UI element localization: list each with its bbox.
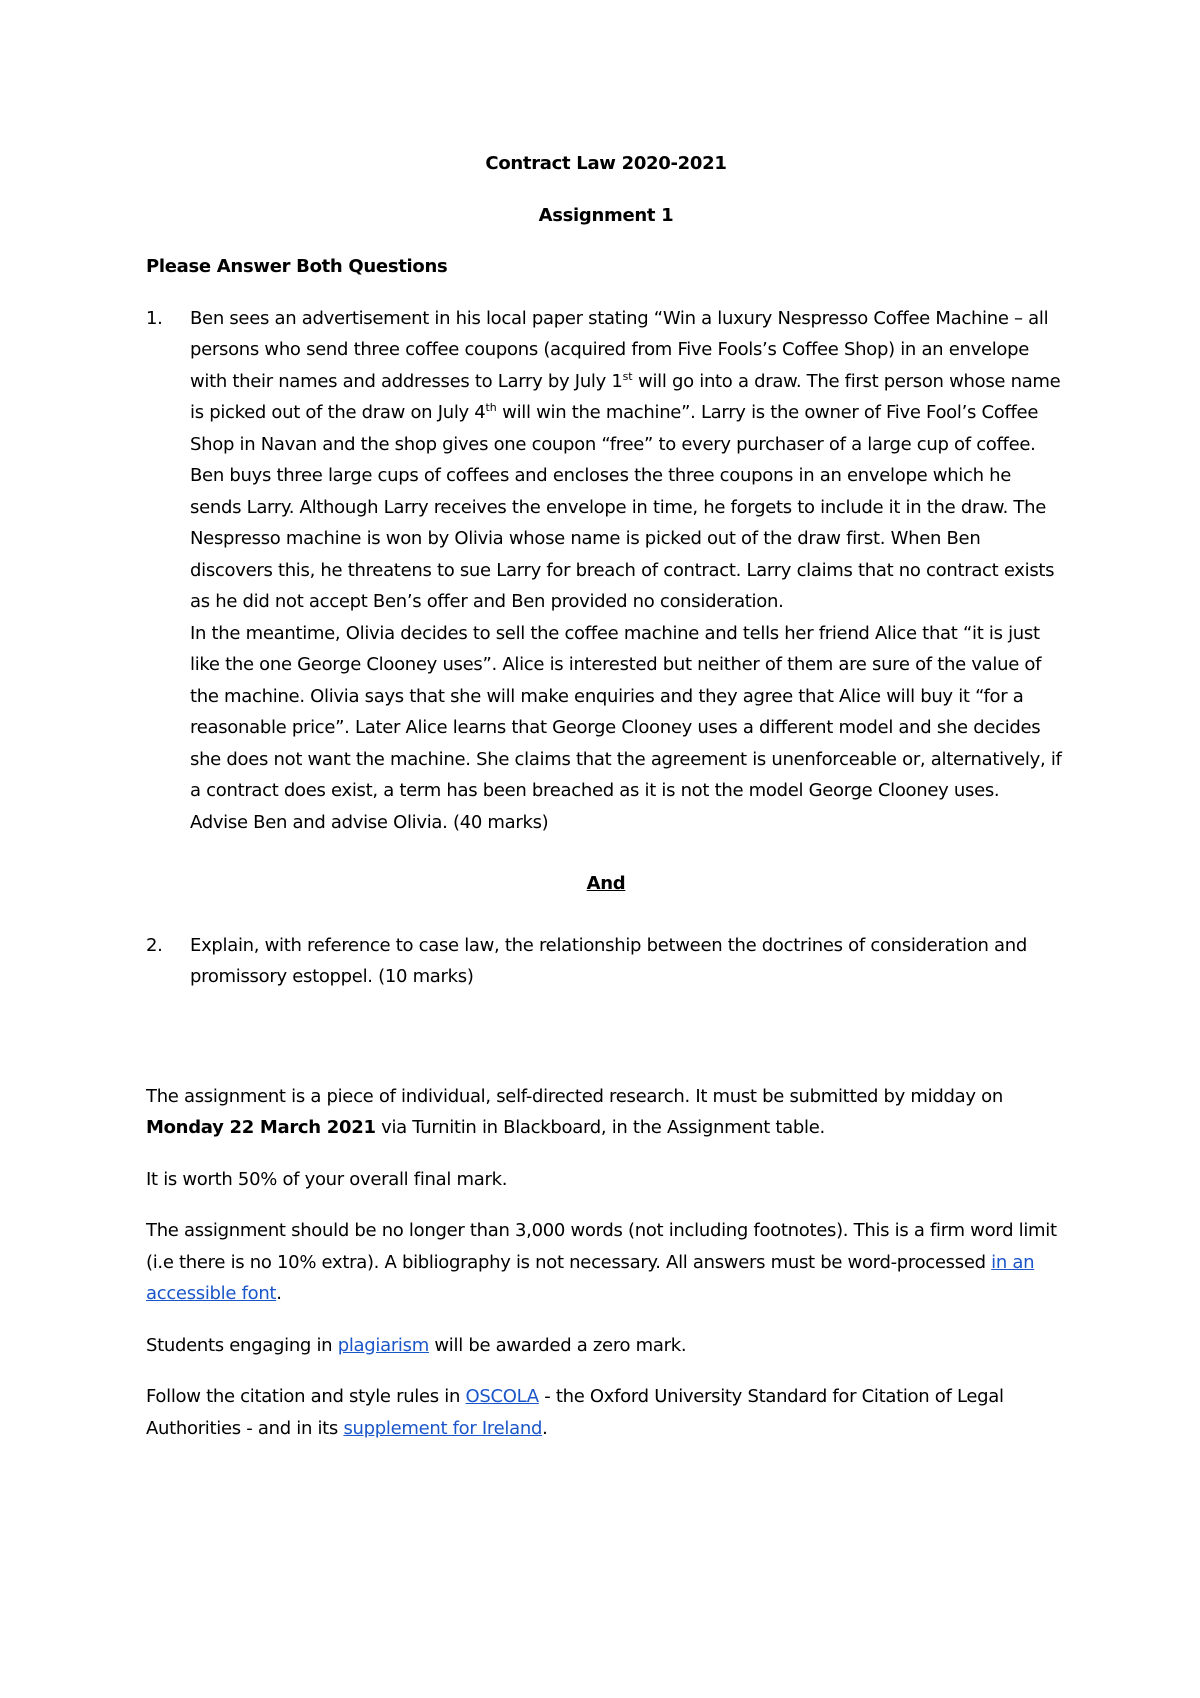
question-2-body [190, 930, 1066, 993]
info-word-limit-text-a: The assignment should be no longer than 3,000 words (not including footnotes). This is a firm word limit (i.e there is no 10% extra). A bibliography is not necessary. All answers must be word-processed [146, 1220, 1057, 1273]
document-title: Contract Law 2020-2021 [485, 153, 727, 174]
assignment-info [146, 1081, 1066, 1445]
plagiarism-link[interactable]: plagiarism [337, 1334, 429, 1356]
info-submission-text-b: via Turnitin in Blackboard, in the Assignment table. [375, 1117, 825, 1138]
q1-p1-text-a: Ben sees an advertisement in his local paper stating “Win a luxury Nespresso Coffee Machine – all persons who send three coffee coupons (acquired from Five Fools’s Coffee Shop) in an envelope with their names and addresses to Larry by July 1 [190, 307, 1049, 392]
question-1-body [190, 303, 1066, 839]
info-submission-deadline: Monday 22 March 2021 [146, 1117, 376, 1138]
info-word-limit [146, 1215, 1066, 1310]
question-2-number: 2. [146, 934, 163, 956]
document-subtitle: Assignment 1 [538, 204, 674, 226]
info-submission-text-a: The assignment is a piece of individual, self-directed research. It must be submitted by midday on [146, 1085, 1003, 1107]
info-plagiarism [146, 1330, 1066, 1362]
info-weighting: It is worth 50% of your overall final mark. [146, 1168, 508, 1190]
and-separator: And [586, 873, 626, 894]
q1-p1-sup-st: st [622, 369, 633, 383]
question-1-paragraph-1 [190, 303, 1066, 618]
accessible-font-link[interactable]: in an accessible font [146, 1251, 1035, 1304]
info-plagiarism-text-a: Students engaging in [146, 1334, 338, 1356]
question-2-text: Explain, with reference to case law, the relationship between the doctrines of consideration and promissory estoppel. (10 marks) [190, 934, 1027, 987]
question-1-paragraph-3: Advise Ben and advise Olivia. (40 marks) [190, 811, 549, 833]
info-citation-text-b: - the Oxford University Standard for Citation of Legal Authorities - and in its [146, 1386, 1004, 1439]
info-submission [146, 1081, 1066, 1144]
q1-p1-sup-th: th [485, 401, 497, 414]
instruction-heading: Please Answer Both Questions [146, 256, 448, 277]
question-1-number: 1. [146, 307, 163, 329]
info-plagiarism-text-b: will be awarded a zero mark. [428, 1334, 687, 1356]
supplement-ireland-link[interactable]: supplement for Ireland [343, 1417, 543, 1439]
oscola-link[interactable]: OSCOLA [465, 1386, 539, 1407]
question-1-paragraph-2: In the meantime, Olivia decides to sell the coffee machine and tells her friend Alice that “it is just like the one George Clooney uses”. Alice is interested but neither of them are sure of the value of the machine. Olivia says that she will make enquiries and they agree that Alice will buy it “for a reasonable price”. Later Alice learns that George Clooney uses a different model and she decides she does not want the machine. She claims that the agreement is unenforceable or, alternatively, if a contract does exist, a term has been breached as it is not the model George Clooney uses. [190, 622, 1062, 801]
info-citation-text-a: Follow the citation and style rules in [146, 1386, 466, 1407]
document-content [146, 148, 1066, 1464]
info-word-limit-text-b: . [276, 1283, 282, 1304]
q1-p1-text-b: will go into a draw. The first person whose name is picked out of the draw on July 4 [190, 370, 1061, 423]
info-citation-text-c: . [542, 1417, 548, 1439]
question-1 [146, 303, 1066, 839]
question-2 [146, 930, 1066, 993]
q1-p1-text-c: will win the machine”. Larry is the owner of Five Fool’s Coffee Shop in Navan and the shop gives one coupon “free” to every purchaser of a large cup of coffee. Ben buys three large cups of coffees and encloses the three coupons in an envelope which he sends Larry. Although Larry receives the envelope in time, he forgets to include it in the draw. The Nespresso machine is won by Olivia whose name is picked out of the draw first. When Ben discovers this, he threatens to sue Larry for breach of contract. Larry claims that no contract exists as he did not accept Ben’s offer and Ben provided no consideration. [190, 402, 1055, 612]
info-citation [146, 1381, 1066, 1444]
